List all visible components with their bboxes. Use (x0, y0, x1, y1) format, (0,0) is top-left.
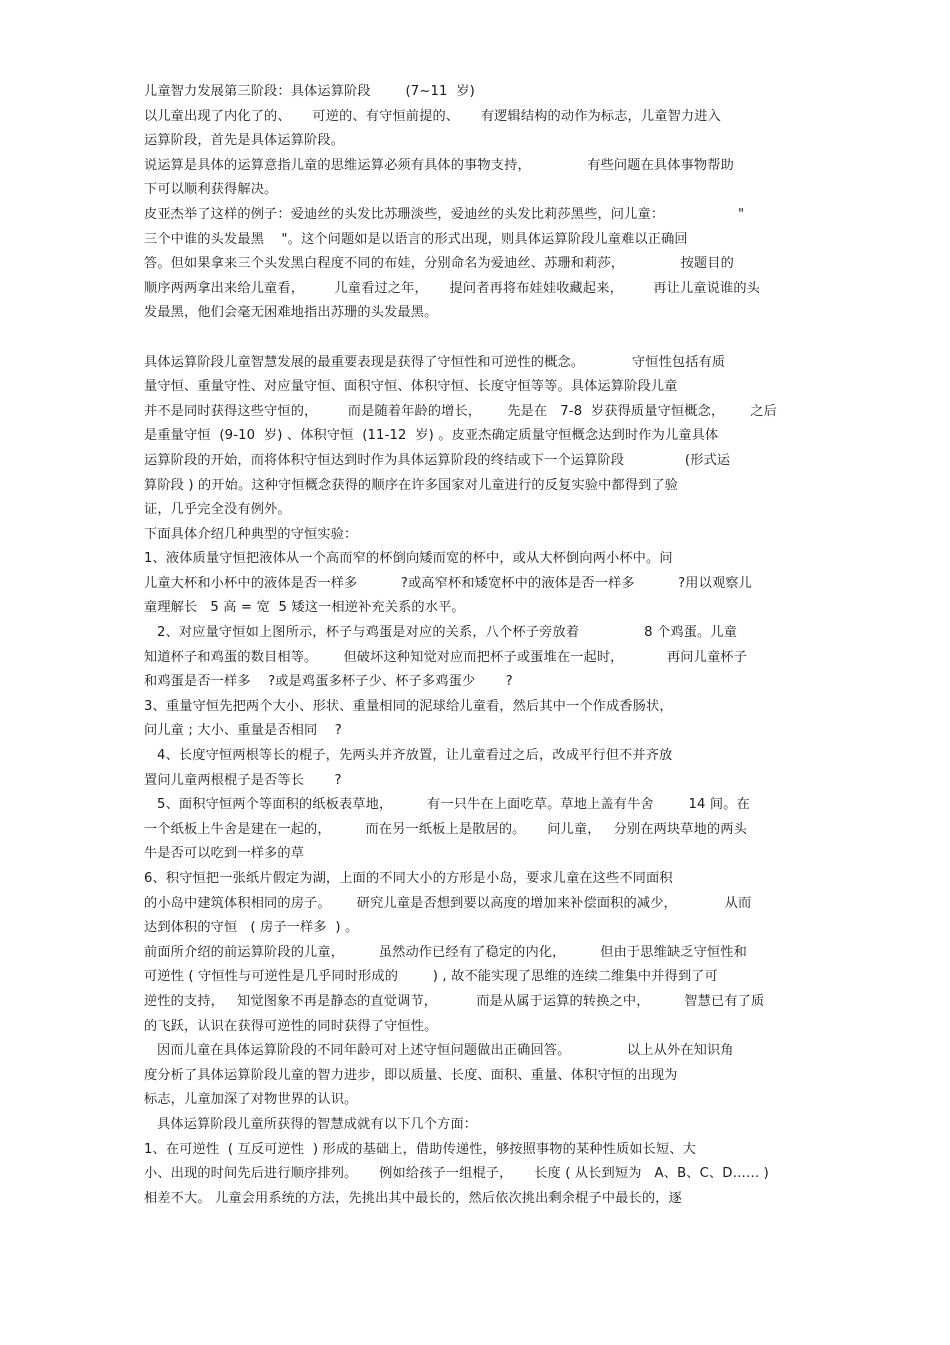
text-line: 儿童智力发展第三阶段：具体运算阶段 (7~11 岁) (144, 84, 475, 99)
text-line: 皮亚杰举了这样的例子：爱迪丝的头发比苏珊淡些，爱迪丝的头发比莉莎黑些，问儿童： " (144, 206, 745, 222)
text-line: 度分析了具体运算阶段儿童的智力进步，即以质量、长度、面积、重量、体积守恒的出现为 (144, 1067, 678, 1083)
text-line: 2、对应量守恒如上图所示，杯子与鸡蛋是对应的关系，八个杯子旁放着 8 个鸡蛋。儿童 (144, 625, 738, 641)
text-line: 的小岛中建筑体积相同的房子。 研究儿童是否想到要以高度的增加来补偿面积的减少， 从而 (144, 895, 752, 911)
text-line: 一个纸板上牛舍是建在一起的， 而在另一纸板上是散居的。 问儿童， 分别在两块草地的两头 (144, 821, 747, 837)
text-line: 问儿童 ; 大小、重量是否相同 ? (144, 723, 342, 739)
text-line: 4、长度守恒两根等长的棍子，先两头并齐放置，让儿童看过之后，改成平行但不并齐放 (144, 748, 673, 764)
text-line: 顺序两两拿出来给儿童看， 儿童看过之年， 提问者再将布娃娃收藏起来， 再让儿童说谁的头 (144, 280, 760, 296)
paragraph-spacer (144, 326, 814, 351)
text-line: 因而儿童在具体运算阶段的不同年龄可对上述守恒问题做出正确回答。 以上从外在知识角 (144, 1043, 734, 1059)
text-line: 知道杯子和鸡蛋的数目相等。 但破坏这种知觉对应而把杯子或蛋堆在一起时， 再问儿童杯子 (144, 649, 747, 665)
text-line: 牛是否可以吃到一样多的草 (144, 846, 305, 862)
text-line: 运算阶段的开始，而将体积守恒达到时作为具体运算阶段的终结或下一个运算阶段 (形式运 (144, 452, 731, 468)
text-line: 1、在可逆性 ( 互反可逆性 ) 形成的基础上，借助传递性，够按照事物的某种性质如长短、大 (144, 1141, 697, 1157)
text-line: 是重量守恒 (9-10 岁) 、体积守恒 (11-12 岁) 。皮亚杰确定质量守恒概念达到时作为儿童具体 (144, 428, 719, 444)
text-line: 前面所介绍的前运算阶段的儿童， 虽然动作已经有了稳定的内化， 但由于思维缺乏守恒性和 (144, 944, 747, 960)
text-line: 说运算是具体的运算意指儿童的思维运算必须有具体的事物支持， 有些问题在具体事物帮助 (144, 157, 734, 173)
text-line: 5、面积守恒两个等面积的纸板表草地， 有一只牛在上面吃草。草地上盖有牛舍 14 间。在 (144, 797, 750, 813)
text-line: 逆性的支持， 知觉图象不再是静态的直觉调节， 而是从属于运算的转换之中， 智慧已有了质 (144, 993, 765, 1009)
text-line: 儿童大杯和小杯中的液体是否一样多 ?或高窄杯和矮宽杯中的液体是否一样多 ?用以观察儿 (144, 575, 752, 591)
text-line: 1、液体质量守恒把液体从一个高而窄的杯倒向矮而宽的杯中，或从大杯倒向两小杯中。问 (144, 551, 673, 567)
text-line: 量守恒、重量守性、对应量守恒、面积守恒、体积守恒、长度守恒等等。具体运算阶段儿童 (144, 379, 678, 395)
text-line: 的飞跃，认识在获得可逆性的同时获得了守恒性。 (144, 1018, 438, 1034)
text-line: 达到体积的守恒 ( 房子一样多 ) 。 (144, 920, 359, 936)
text-line: 以儿童出现了内化了的、 可逆的、有守恒前提的、 有逻辑结构的动作为标志，儿童智力进入 (144, 108, 721, 124)
text-line: 证，几乎完全没有例外。 (144, 502, 291, 518)
text-line: 可逆性 ( 守恒性与可逆性是几乎同时形成的 ) , 故不能实现了思维的连续二维集中并得到了可 (144, 969, 718, 985)
text-line: 相差不大。 儿童会用系统的方法，先挑出其中最长的，然后依次挑出剩余棍子中最长的，逐 (144, 1190, 682, 1206)
text-line: 童理解长 5 高 = 宽 5 矮这一相逆补充关系的水平。 (144, 600, 465, 616)
text-line: 和鸡蛋是否一样多 ?或是鸡蛋多杯子少、杯子多鸡蛋少 ? (144, 674, 513, 690)
text-line: 下面具体介绍几种典型的守恒实验： (144, 526, 358, 542)
text-line: 运算阶段，首先是具体运算阶段。 (144, 133, 345, 149)
text-line: 具体运算阶段儿童智慧发展的最重要表现是获得了守恒性和可逆性的概念。 守恒性包括有质 (144, 354, 726, 370)
text-line: 发最黑，他们会毫无困难地指出苏珊的头发最黑。 (144, 305, 438, 321)
text-line: 小、出现的时间先后进行顺序排列。 例如给孩子一组棍子， 长度 ( 从长到短为 A、B、C、D…… ) (144, 1166, 769, 1182)
text-line: 标志，儿童加深了对物世界的认识。 (144, 1092, 358, 1108)
text-line: 下可以顺利获得解决。 (144, 182, 278, 198)
text-line: 置问儿童两根棍子是否等长 ? (144, 772, 342, 788)
text-line: 6、积守恒把一张纸片假定为湖，上面的不同大小的方形是小岛，要求儿童在这些不同面积 (144, 871, 673, 886)
text-line: 三个中谁的头发最黑 "。这个问题如是以语言的形式出现，则具体运算阶段儿童难以正确回 (144, 231, 688, 247)
text-line: 3、重量守恒先把两个大小、形状、重量相同的泥球给儿童看，然后其中一个作成香肠状， (144, 698, 673, 714)
text-line: 具体运算阶段儿童所获得的智慧成就有以下几个方面： (144, 1116, 478, 1132)
document-body (144, 80, 814, 1211)
text-line: 并不是同时获得这些守恒的， 而是随着年龄的增长， 先是在 7-8 岁获得质量守恒概念， 之后 (144, 403, 778, 419)
text-line: 答。但如果拿来三个头发黑白程度不同的布娃，分别命名为爱迪丝、苏珊和莉莎， 按题目的 (144, 256, 734, 272)
text-line: 算阶段 ) 的开始。这种守恒概念获得的顺序在许多国家对儿童进行的反复实验中都得到了验 (144, 477, 679, 493)
